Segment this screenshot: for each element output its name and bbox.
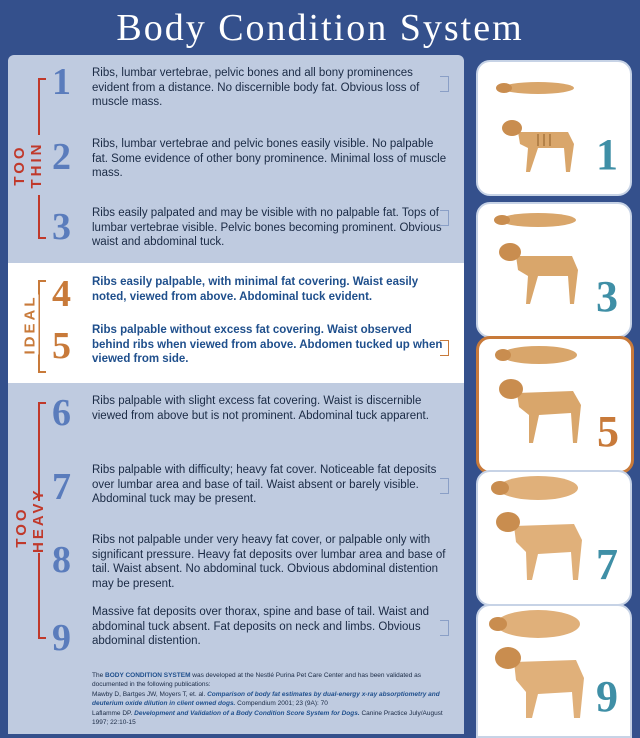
too-heavy-label: TOO HEAVY [13, 487, 47, 553]
score-description: Ribs, lumbar vertebrae, pelvic bones and all bony prominences evident from a distance. No discernible body fat. Obvious loss of muscle mass. [92, 67, 420, 108]
dog-card [476, 60, 632, 196]
score-number: 3 [52, 206, 71, 248]
card-connector [440, 620, 449, 636]
too-thin-label: TOO THIN [11, 135, 45, 195]
dog-card [476, 470, 632, 606]
ideal-label: IDEAL [21, 294, 39, 355]
score-number: 7 [52, 466, 71, 508]
score-description: Massive fat deposits over thorax, spine and base of tail. Waist and abdominal tuck absent. Fat deposits on neck and limbs. Obvious abdominal distention. [92, 606, 430, 647]
score-number: 5 [52, 325, 71, 367]
score-number: 4 [52, 273, 71, 315]
score-number: 1 [52, 61, 71, 103]
score-number: 6 [52, 392, 71, 434]
ideal-bracket-top [38, 280, 46, 282]
footnote-citation: Mawby D, Bartges JW, Moyers T, et. al. Comparison of body fat estimates by dual-energy x-ray absorptiometry and deuterium oxide dilution in client owned dogs. Compendium 2001; 23 (9A): 70 [92, 691, 440, 707]
heavy-bracket-top [38, 402, 46, 404]
card-score-number: 5 [597, 407, 619, 456]
score-description: Ribs not palpable under very heavy fat cover, or palpable only with significant pressure. Heavy fat deposits over lumbar area and base of tail. Waist absent. No abdominal tuck. Obvious abdominal distention may be present. [92, 534, 446, 590]
card-score-number: 9 [596, 672, 618, 721]
card-score-number: 3 [596, 272, 618, 321]
score-description: Ribs, lumbar vertebrae and pelvic bones easily visible. No palpable fat. Some evidence of other bony prominence. Minimal loss of muscle mass. [92, 138, 447, 179]
card-connector [440, 210, 449, 226]
page-title: Body Condition System [0, 0, 640, 50]
ideal-bracket-bottom [38, 371, 46, 373]
card-score-number: 7 [596, 540, 618, 589]
thin-bracket-bottom [38, 237, 46, 239]
footnote-intro: The BODY CONDITION SYSTEM was developed at the Nestlé Purina Pet Care Center and has been validated as documented in the following publications: [92, 672, 422, 688]
dog-card [476, 604, 632, 738]
score-description: Ribs palpable with difficulty; heavy fat cover. Noticeable fat deposits over lumbar area and base of tail. Waist absent or barely visible. Abdominal tuck may be present. [92, 464, 437, 505]
score-description: Ribs palpable with slight excess fat covering. Waist is discernible viewed from above but is not prominent. Abdominal tuck apparent. [92, 395, 429, 422]
footnote-citation: Laflamme DP. Development and Validation of a Body Condition Score System for Dogs. Canine Practice July/August 1997; 22:10-15 [92, 710, 443, 726]
thin-bracket-top [38, 78, 46, 80]
card-connector [440, 478, 449, 494]
score-number: 9 [52, 617, 71, 659]
score-number: 8 [52, 539, 71, 581]
score-description: Ribs easily palpated and may be visible with no palpable fat. Tops of lumbar vertebrae visible. Pelvic bones becoming prominent. Obvious waist and abdominal tuck. [92, 207, 442, 248]
dog-card [476, 336, 634, 474]
score-description: Ribs palpable without excess fat covering. Waist observed behind ribs when viewed from above. Abdomen tucked up when viewed from side. [92, 324, 443, 365]
card-connector [440, 76, 449, 92]
footnote [92, 672, 452, 727]
heavy-bracket-bottom [38, 637, 46, 639]
dog-card [476, 202, 632, 338]
card-score-number: 1 [596, 130, 618, 179]
card-connector [440, 340, 449, 356]
score-number: 2 [52, 136, 71, 178]
score-description: Ribs easily palpable, with minimal fat covering. Waist easily noted, viewed from above. Abdominal tuck evident. [92, 276, 419, 303]
